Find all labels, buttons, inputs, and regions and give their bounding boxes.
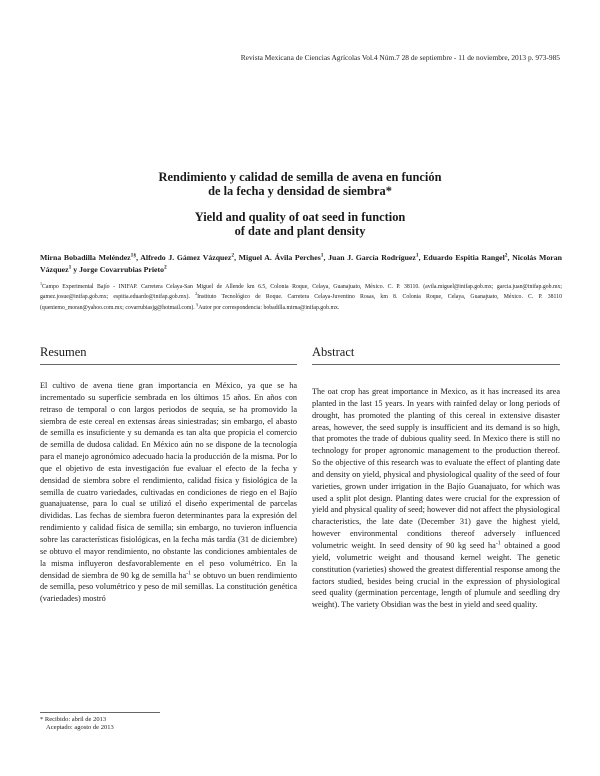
- title-english: [0, 210, 600, 238]
- author-name: , Nicolás Moran Vázquez: [40, 253, 562, 274]
- author-name: , Alfredo J. Gámez Vázquez: [136, 253, 232, 262]
- footnote-divider: [40, 712, 160, 713]
- footnote-accepted: Aceptado: agosto de 2013: [46, 724, 114, 731]
- author-affiliation-mark: 1: [320, 252, 324, 259]
- abstract-text-continued: obtained a good yield, volumetric weight and thousand kernel weight. The genetic constitution (varieties) showed the greatest differential response among the factors studied, besides being crucial in the expression of physiological seed quality (germination percentage, length of plumule and seedling dry weight). The variety Obsidian was the best in yield and seed quality.: [312, 540, 561, 610]
- affiliation-text: Instituto Tecnológico de Roque. Carretera Celaya-Juventino Rosas, km 8. Colonia Roque, Celaya, Guanajuato, México. C. P. 38110 (queniemo_moran@yahoo.com.mx; covarrubiasjg@hotmail.com).: [40, 294, 562, 311]
- author-affiliation-mark: 2: [231, 252, 235, 259]
- resumen-text-continued: se obtuvo un buen rendimiento de semilla, peso volumétrico y peso de mil semillas. La constitución genética (variedades) mostró: [40, 570, 297, 604]
- affiliation-mark: 1: [40, 281, 43, 287]
- title-english-line-1: Yield and quality of oat seed in function: [194, 210, 406, 224]
- title-spanish-line-2: de la fecha y densidad de siembra*: [208, 184, 392, 198]
- author-affiliation-mark: 1: [68, 264, 72, 271]
- abstract-text: The oat crop has great importance in Mexico, as it has increased its area planted in the last 15 years. In years with rainfed delay or long periods of drought, has promoted the planting of this cereal in extensive disaster areas, however, the seed supply is insufficient and its demand is so high, that promotes the trade of dubious quality seed. In Mexico there is still no technology for proper agronomic management to the production thereof. So the objective of this research was to evaluate the effect of planting date and density on yield, physical and physiological quality of the seed of four varieties, grown under irrigation in the Bajío Guanajuato, for which was used a split plot design. Planting dates were crucial for the expression of yield and physical quality of seed; however did not affect the physiological characteristics, the late date (December 31) gave the highest yield, however environmental conditions thereof adversely influenced volumetric weight. In seed density of 90 kg seed ha: [312, 387, 560, 550]
- abstract-heading-divider: [312, 364, 560, 365]
- abstract-heading: Abstract: [312, 345, 355, 359]
- affiliation-text: Campo Experimental Bajío - INIFAP. Carretera Celaya-San Miguel de Allende km 6.5, Colonia Roque, Celaya, Guanajuato, México. C. P. 38110. (avila.miguel@inifap.gob.mx; garcia.juan@inifap.gob.mx; gamez.josue@inifap.gob.mx; espitia.eduardo@inifap.gob.mx).: [40, 284, 562, 301]
- author-list: [40, 252, 562, 276]
- resumen-heading-divider: [40, 364, 297, 365]
- journal-header: Revista Mexicana de Ciencias Agrícolas Vol.4 Núm.7 28 de septiembre - 11 de noviembre, 2013 p. 973-985: [240, 53, 560, 62]
- affiliation-mark: 2: [195, 291, 198, 297]
- author-affiliation-mark: 2: [504, 252, 508, 259]
- footnote-received: * Recibido: abril de 2013: [40, 716, 107, 723]
- resumen-text: El cultivo de avena tiene gran importancia en México, ya que se ha incrementado su superficie sembrada en los últimos 15 años. En años con retraso de temporal o con largos periodos de sequía, se ha promovido la siembra de este cereal en extensas áreas siniestradas; sin embargo, el abasto de semilla es insuficiente y su demanda es tan alta que propicia el comercio de semilla de dudosa calidad. En México aún no se dispone de la tecnología para el manejo agronómico adecuado hacia la producción de la misma. Por lo que el objetivo de esta investigación fue evaluar el efecto de la fecha y densidad de siembra sobre el rendimiento, calidad física y fisiológica de la semilla de cuatro variedades, cultivadas en condiciones de riego en el Bajío guanajuatense, para lo cual se utilizó el diseño experimental de parcelas divididas. Las fechas de siembra fueron determinantes para la expresión del rendimiento y calidad física de semilla; sin embargo, no tuvieron influencia sobre las características fisiológicas, en la fecha más tardía (31 de diciembre) se obtuvo el mayor rendimiento, no obstante las condiciones ambientales de la misma influyeron desfavorablemente en el peso volumétrico. En la densidad de siembra de 90 kg de semilla ha: [40, 381, 297, 580]
- affiliations: [40, 282, 562, 313]
- title-spanish: [0, 170, 600, 198]
- resumen-body: [40, 380, 297, 605]
- title-spanish-line-1: Rendimiento y calidad de semilla de avena en función: [158, 170, 442, 184]
- author-name: , Juan J. García Rodríguez: [323, 253, 416, 262]
- author-affiliation-mark: 1: [415, 252, 419, 259]
- abstract-paragraph: [312, 386, 560, 611]
- author-name: Mirna Bobadilla Meléndez: [40, 253, 131, 262]
- author-name: , Eduardo Espitia Rangel: [418, 253, 505, 262]
- unit-superscript: -1: [495, 540, 501, 547]
- resumen-heading: Resumen: [40, 345, 87, 359]
- resumen-paragraph: [40, 380, 297, 605]
- unit-superscript: -1: [186, 569, 191, 576]
- abstract-body: [312, 386, 560, 611]
- author-affiliation-mark: 1§: [130, 252, 137, 259]
- title-english-line-2: of date and plant density: [234, 224, 366, 238]
- author-affiliation-mark: 2: [164, 264, 167, 271]
- affiliation-text: Autor por correspondencia: bobadilla.mirna@inifap.gob.mx.: [198, 304, 340, 311]
- affiliation-mark: §: [196, 301, 199, 307]
- author-name: , Miguel A. Ávila Perches: [234, 253, 321, 262]
- author-name: y Jorge Covarrubias Prieto: [71, 265, 165, 274]
